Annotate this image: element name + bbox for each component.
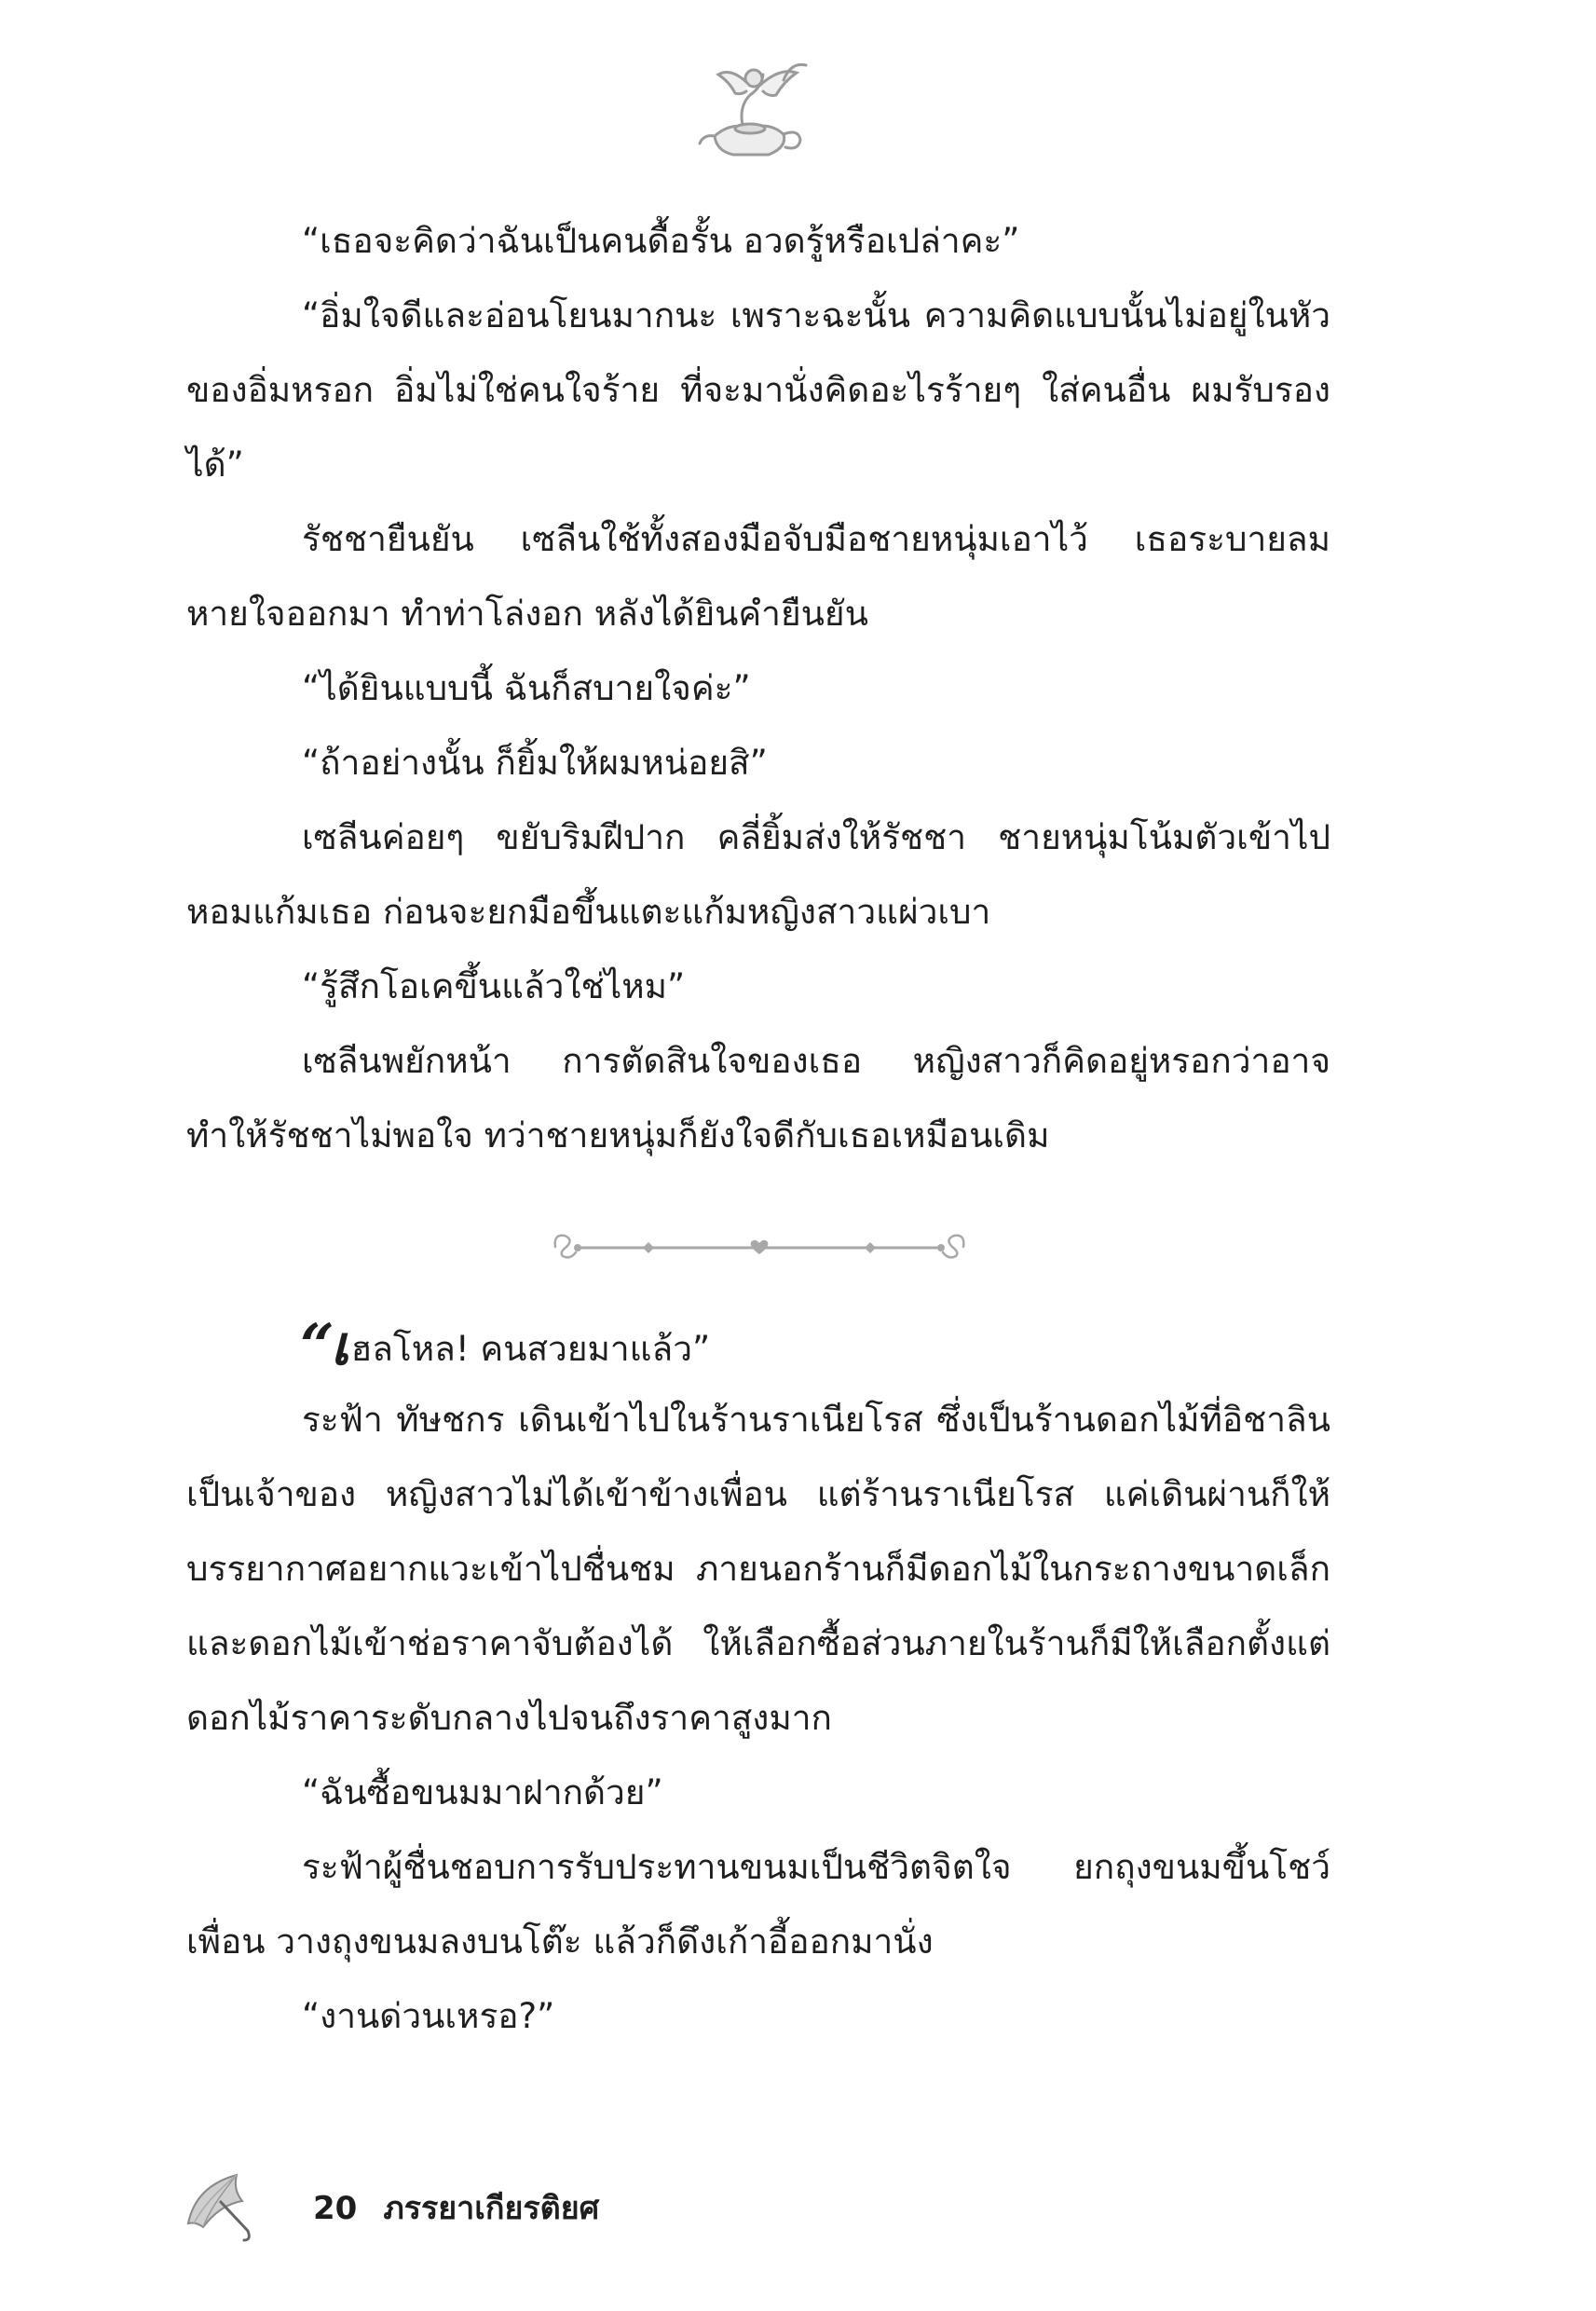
cupid-teapot-ornament-icon — [694, 54, 815, 166]
paragraph: “อิ่มใจดีและอ่อนโยนมากนะ เพราะฉะนั้น ความคิดแบบนั้นไม่อยู่ในหัวของอิ่มหรอก อิ่มไม่ใช่คนใจร้าย ที่จะมานั่งคิดอะไรร้ายๆ ใส่คนอื่น ผมรับรองได้” — [186, 295, 1330, 485]
paragraph: “งานด่วนเหรอ?” — [302, 1996, 555, 2036]
dropcap-line — [300, 1308, 710, 1387]
dropcap-rest: ฮลโหล! คนสวยมาแล้ว” — [350, 1329, 711, 1369]
paragraph: “ถ้าอย่างนั้น ก็ยิ้มให้ผมหน่อยสิ” — [302, 743, 768, 783]
paragraph: “รู้สึกโอเคขึ้นแล้วใช่ไหม” — [302, 966, 686, 1006]
paragraph: เซลีนค่อยๆ ขยับริมฝีปาก คลี่ยิ้มส่งให้รัชชา ชายหนุ่มโน้มตัวเข้าไปหอมแก้มเธอ ก่อนจะยกมือขึ้นแตะแก้มหญิงสาวแผ่วเบา — [186, 817, 1330, 932]
scroll-divider-ornament-icon — [550, 1228, 969, 1265]
top-text-block — [186, 204, 1330, 1173]
paragraph: ระฟ้าผู้ชื่นชอบการรับประทานขนมเป็นชีวิตจิตใจ ยกถุงขนมขึ้นโชว์เพื่อน วางถุงขนมลงบนโต๊ะ แล้วก็ดึงเก้าอี้ออกมานั่ง — [186, 1847, 1330, 1962]
page-number: 20 — [313, 2190, 358, 2227]
paragraph: เซลีนพยักหน้า การตัดสินใจของเธอ หญิงสาวก็คิดอยู่หรอกว่าอาจทำให้รัชชาไม่พอใจ ทว่าชายหนุ่มก็ยังใจดีกับเธอเหมือนเดิม — [186, 1041, 1330, 1156]
paragraph: “ได้ยินแบบนี้ ฉันก็สบายใจค่ะ” — [302, 668, 751, 708]
paragraph: “ฉันซื้อขนมมาฝากด้วย” — [302, 1772, 663, 1812]
umbrella-icon — [183, 2169, 261, 2244]
book-title: ภรรยาเกียรติยศ — [383, 2190, 600, 2227]
paragraph: “เธอจะคิดว่าฉันเป็นคนดื้อรั้น อวดรู้หรือเปล่าคะ” — [302, 221, 1020, 261]
paragraph: รัชชายืนยัน เซลีนใช้ทั้งสองมือจับมือชายหนุ่มเอาไว้ เธอระบายลมหายใจออกมา ทำท่าโล่งอก หลังได้ยินคำยืนยัน — [186, 519, 1330, 634]
dropcap-letter: เ — [330, 1314, 349, 1377]
paragraph: ระฟ้า ทัษชกร เดินเข้าไปในร้านราเนียโรส ซึ่งเป็นร้านดอกไม้ที่อิชาลินเป็นเจ้าของ หญิงสาวไม่ได้เข้าข้างเพื่อน แต่ร้านราเนียโรส แค่เดินผ่านก็ให้บรรยากาศอยากแวะเข้าไปชื่นชม ภายนอกร้านก็มีดอกไม้ในกระถางขนาดเล็ก และดอกไม้เข้าช่อราคาจับต้องได้ ให้เลือกซื้อส่วนภายในร้านก็มีให้เลือกตั้งแต่ดอกไม้ราคาระดับกลางไปจนถึงราคาสูงมาก — [186, 1400, 1330, 1738]
bottom-text-block — [186, 1383, 1330, 2054]
dropcap-quote: “ — [300, 1311, 331, 1381]
footer-text — [313, 2182, 599, 2233]
